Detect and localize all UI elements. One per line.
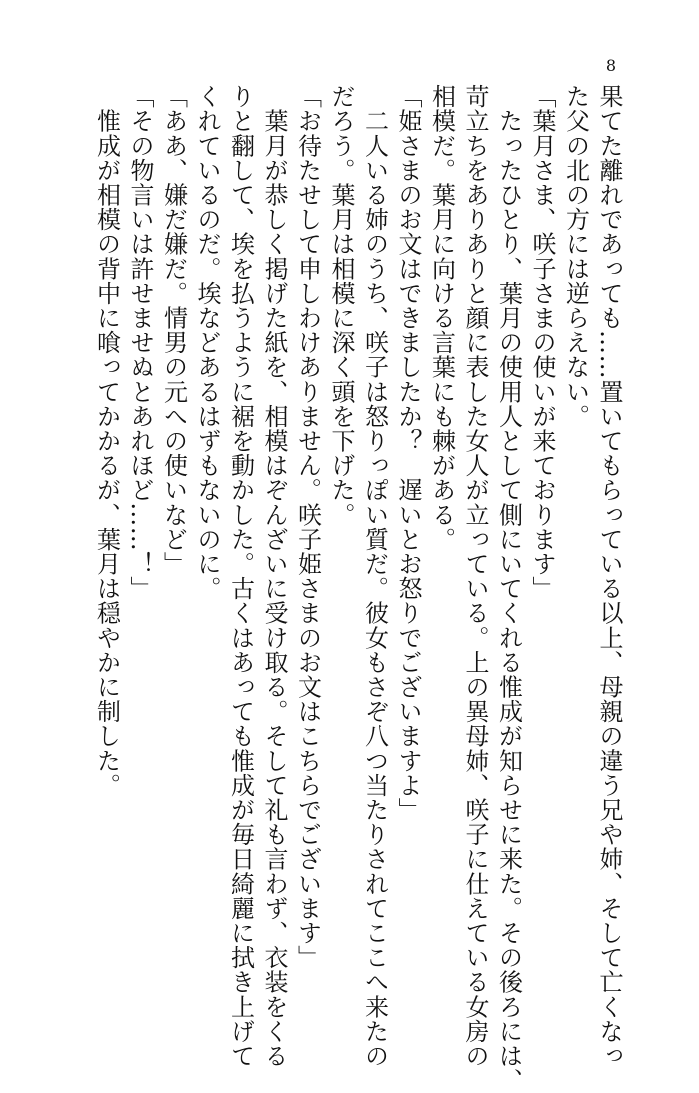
text-line-11: 葉月が恭しく掲げた紙を、相模はぞんざいに受け取る。そして礼も言わず、衣装をくる (260, 84, 288, 1068)
text-line-12: りと翻して、埃を払うように裾を動かした。古くはあっても惟成が毎日綺麗に拭き上げて (226, 84, 255, 1068)
text-line-8: 二人いる姉のうち、咲子は怒りっぽい質だ。彼女もさぞ八つ当たりされてここへ来たの (360, 84, 389, 1068)
text-line-3: 「葉月さま、咲子さまの使いが来ております」 (528, 84, 556, 601)
text-line-9: だろう。葉月は相模に深く頭を下げた。 (327, 84, 355, 527)
vertical-text-body (89, 84, 625, 1093)
text-line-15: 「その物言いは許せませぬとあれほど……！」 (126, 84, 154, 601)
text-line-2: た父の北の方には逆らえない。 (561, 84, 590, 429)
text-line-4: たったひとり、葉月の使用人として側にいてくれる惟成が知らせに来た。その後ろには、 (494, 84, 523, 1093)
text-line-5: 苛立ちをありありと顔に表した女人が立っている。上の異母姉、咲子に仕えている女房の (461, 84, 489, 1068)
text-line-10: 「お待たせして申しわけありません。咲子姫さまのお文はこちらでございます」 (293, 84, 322, 970)
text-line-7: 「姫さまのお文はできましたか？ 遅いとお怒りでございますよ」 (394, 84, 422, 822)
text-line-16: 惟成が相模の背中に喰ってかかるが、葉月は穏やかに制した。 (92, 84, 121, 798)
page-number: 8 (605, 56, 617, 75)
text-line-6: 相模だ。葉月に向ける言葉にも棘がある。 (427, 84, 456, 552)
text-line-1: 果てた離れであっても……置いてもらっている以上、母親の違う兄や姉、そして亡くなっ (595, 84, 623, 1068)
text-line-14: 「ああ、嫌だ嫌だ。情男の元への使いなど」 (159, 84, 188, 576)
text-line-13: くれているのだ。埃などあるはずもないのに。 (193, 84, 221, 601)
